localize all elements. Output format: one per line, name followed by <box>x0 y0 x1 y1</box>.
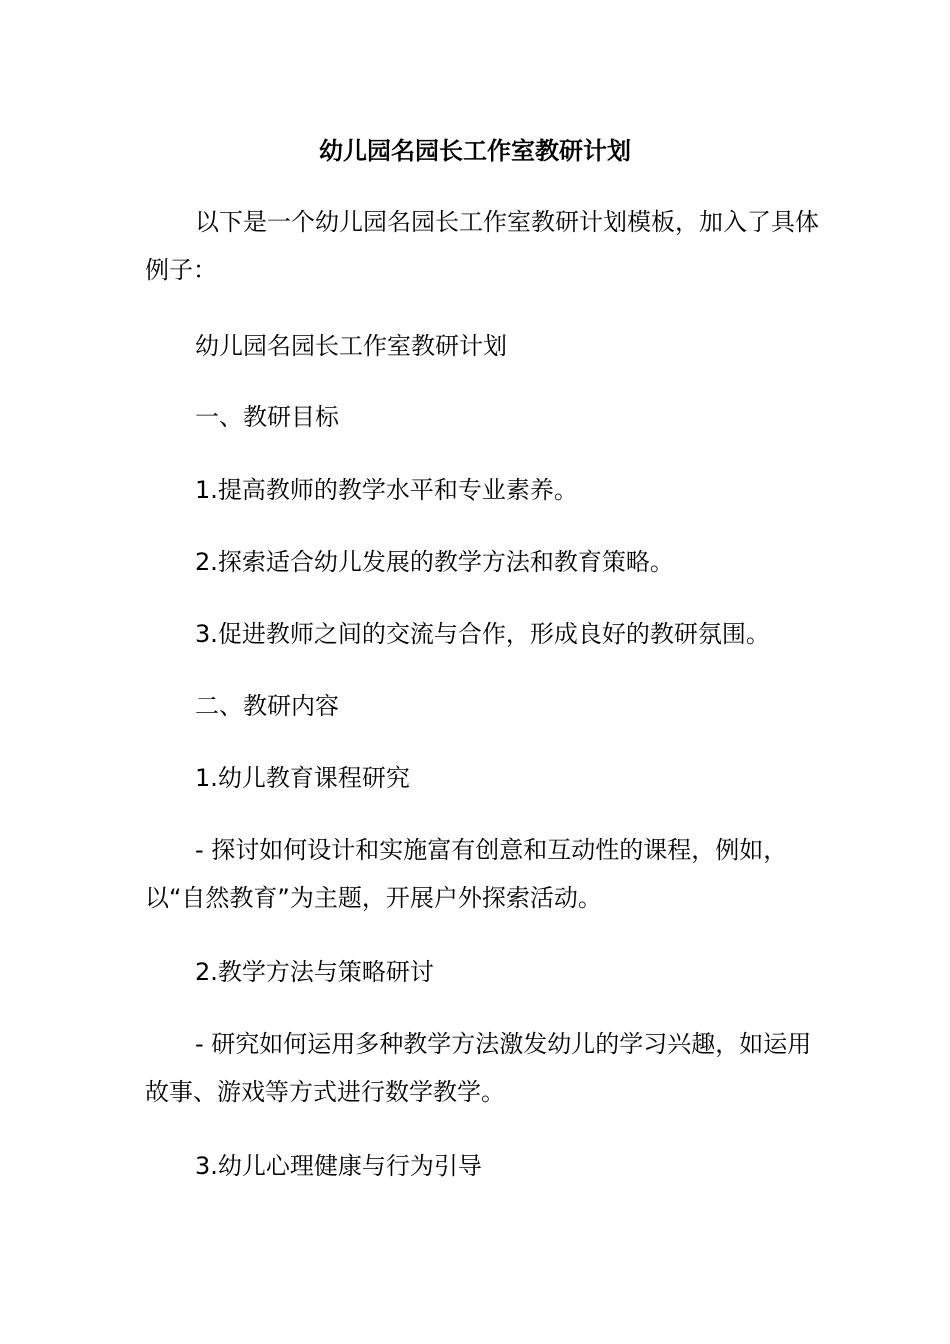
goal-item-2: 2.探索适合幼儿发展的教学方法和教育策略。 <box>195 548 674 576</box>
goal-item-1: 1.提高教师的教学水平和专业素养。 <box>195 476 578 504</box>
content-item-1-detail: - 探讨如何设计和实施富有创意和互动性的课程，例如，以“自然教育”为主题，开展户外探索活动。 <box>145 836 788 912</box>
document-title: 幼儿园名园长工作室教研计划 <box>319 137 631 165</box>
content-item-2-detail: - 研究如何运用多种教学方法激发幼儿的学习兴趣，如运用故事、游戏等方式进行数学教学。 <box>145 1030 812 1106</box>
section-heading-goals: 一、教研目标 <box>195 403 339 431</box>
content-item-2: 2.教学方法与策略研讨 <box>195 958 434 986</box>
section-heading-content: 二、教研内容 <box>195 692 339 720</box>
content-item-1: 1.幼儿教育课程研究 <box>195 764 410 792</box>
goal-item-3: 3.促进教师之间的交流与合作，形成良好的教研氛围。 <box>195 620 770 648</box>
plan-heading: 幼儿园名园长工作室教研计划 <box>195 332 507 360</box>
content-item-3: 3.幼儿心理健康与行为引导 <box>195 1152 482 1180</box>
intro-paragraph: 以下是一个幼儿园名园长工作室教研计划模板，加入了具体例子： <box>145 208 819 284</box>
